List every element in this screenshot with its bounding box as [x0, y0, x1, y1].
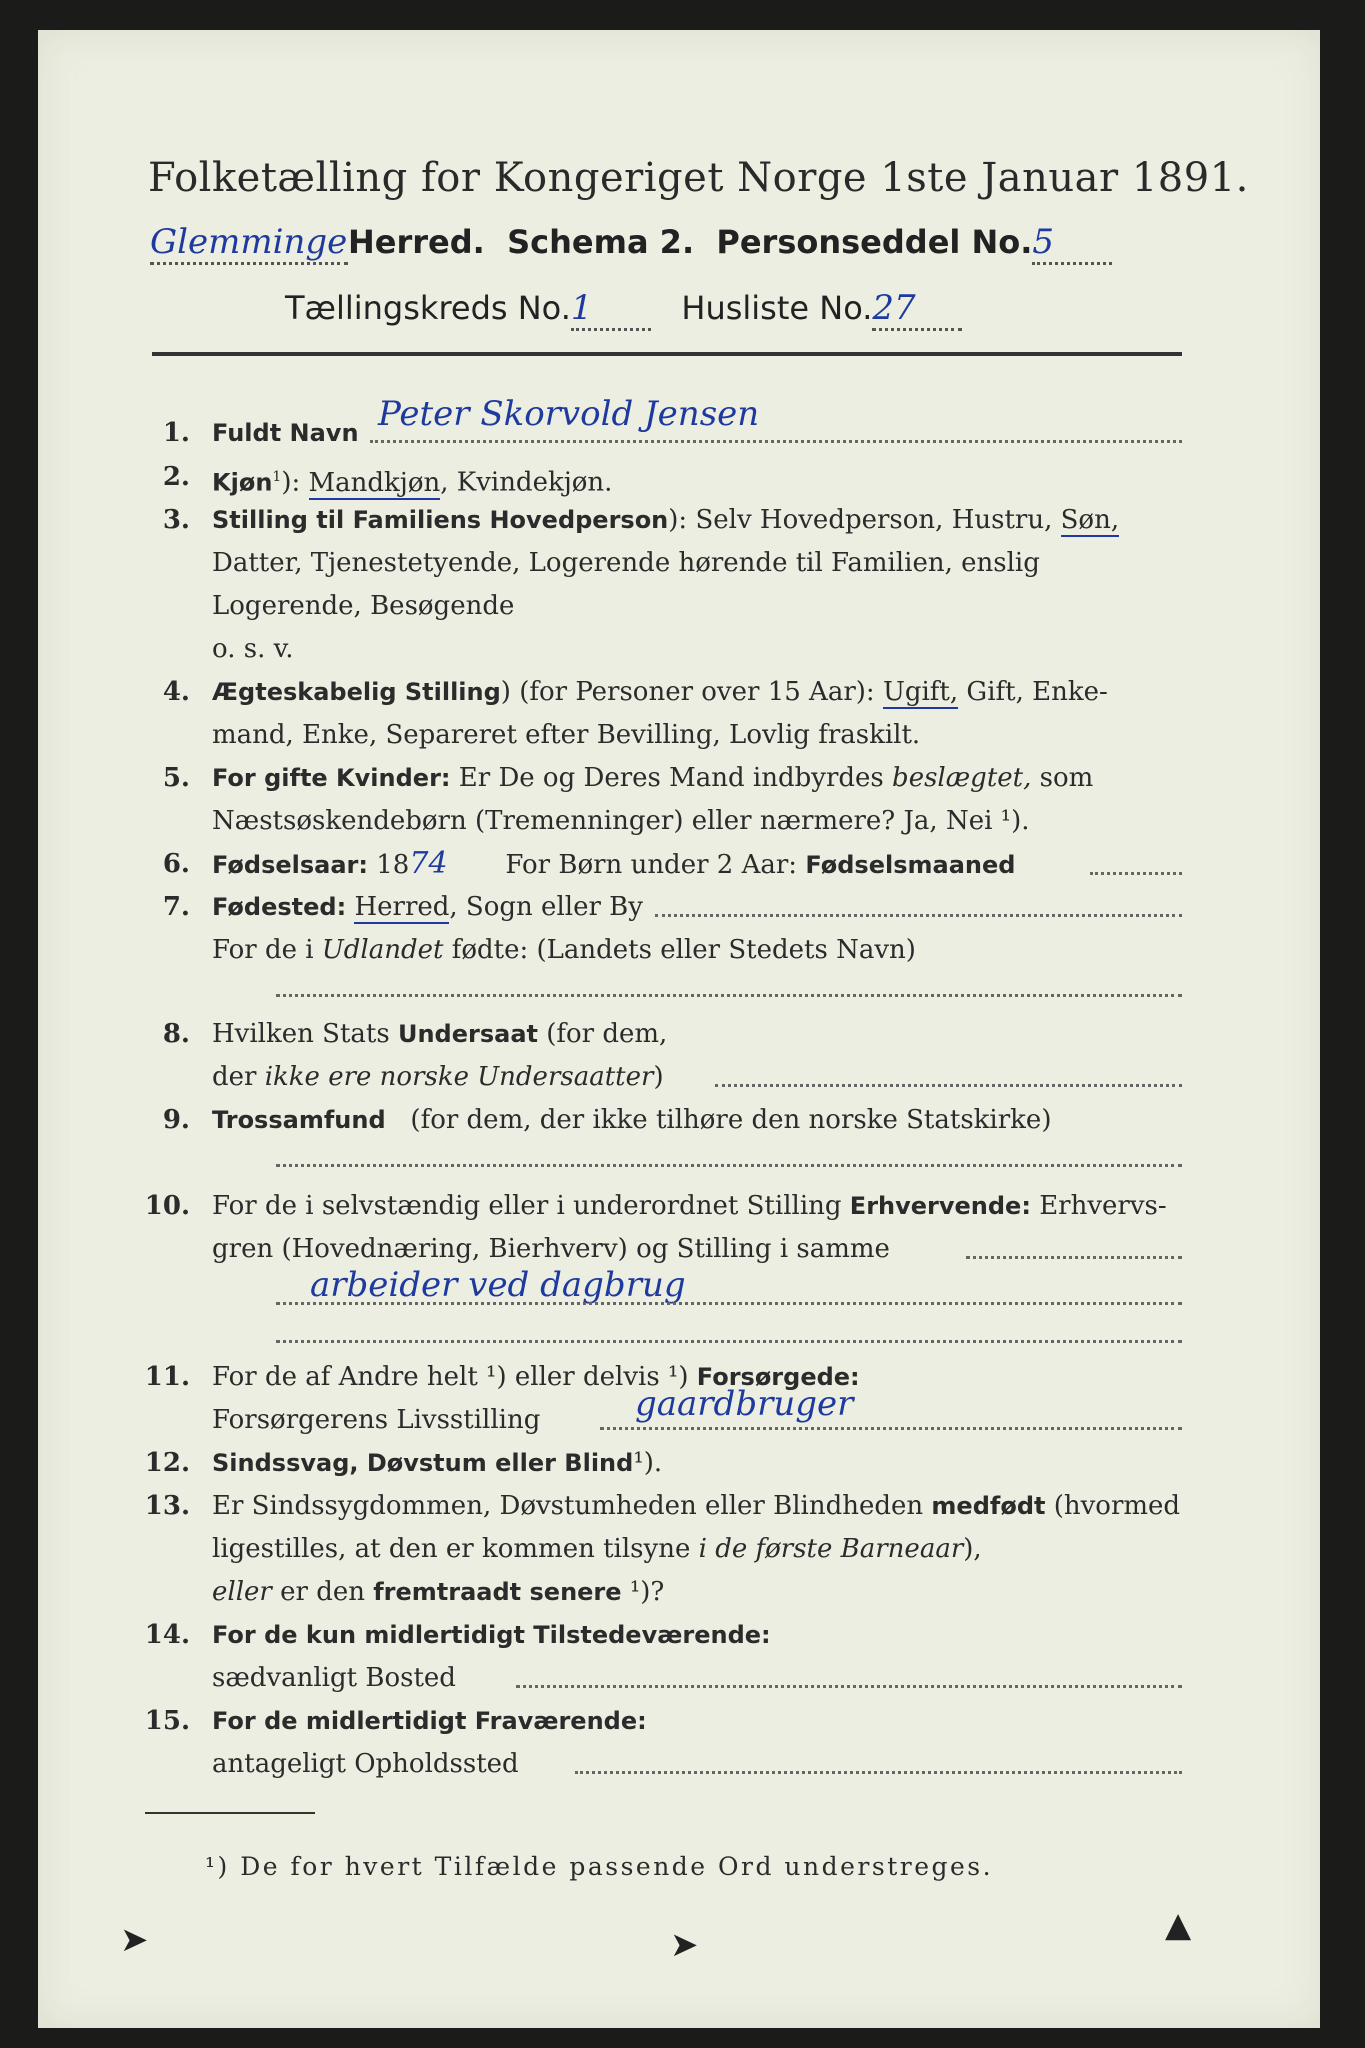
marital-label: Ægteskabelig Stilling — [212, 678, 501, 706]
corner-mark-left: ➤ — [120, 1920, 149, 1960]
herred-label: Herred. — [348, 223, 485, 261]
corner-mark-right: ▲ — [1165, 1905, 1192, 1945]
sex-label: Kjøn — [212, 468, 273, 497]
husliste-number: 27 — [872, 288, 962, 331]
header-line-2 — [285, 288, 962, 331]
husliste-label: Husliste No. — [681, 289, 873, 327]
kreds-label: Tællingskreds No. — [285, 289, 571, 327]
full-name-answer: Peter Skorvold Jensen — [378, 394, 760, 434]
family-position-label: Stilling til Familiens Hovedperson — [212, 506, 669, 534]
name-leader — [370, 440, 1182, 443]
footnote-rule — [145, 1812, 315, 1814]
marital-selected: Ugift, — [882, 677, 959, 707]
personseddel-label: Personseddel No. — [716, 223, 1033, 261]
birthplace-selected: Herred — [354, 892, 450, 922]
position-selected: Søn, — [1060, 505, 1120, 535]
occupation-answer: arbeider ved dagbrug — [310, 1265, 686, 1305]
form-title: Folketælling for Kongeriget Norge 1ste Januar 1891. — [148, 155, 1249, 201]
birth-year-handwritten: 74 — [409, 846, 448, 881]
scan-edge — [1320, 30, 1365, 2048]
provider-occupation-answer: gaardbruger — [635, 1384, 854, 1424]
header-rule — [152, 352, 1182, 356]
sex-selected: Mandkjøn — [308, 467, 441, 498]
header-line-1 — [150, 222, 1112, 265]
birth-year-label: Fødselsaar: — [212, 851, 368, 879]
kreds-number: 1 — [571, 288, 651, 331]
footnote: ¹) De for hvert Tilfælde passende Ord understreges. — [205, 1852, 994, 1881]
schema-label: Schema 2. — [507, 223, 695, 261]
corner-mark-center: ➤ — [670, 1925, 699, 1965]
personseddel-number: 5 — [1032, 222, 1112, 265]
municipality-handwritten: Glemminge — [150, 222, 348, 265]
full-name-label: Fuldt Navn — [212, 419, 359, 447]
